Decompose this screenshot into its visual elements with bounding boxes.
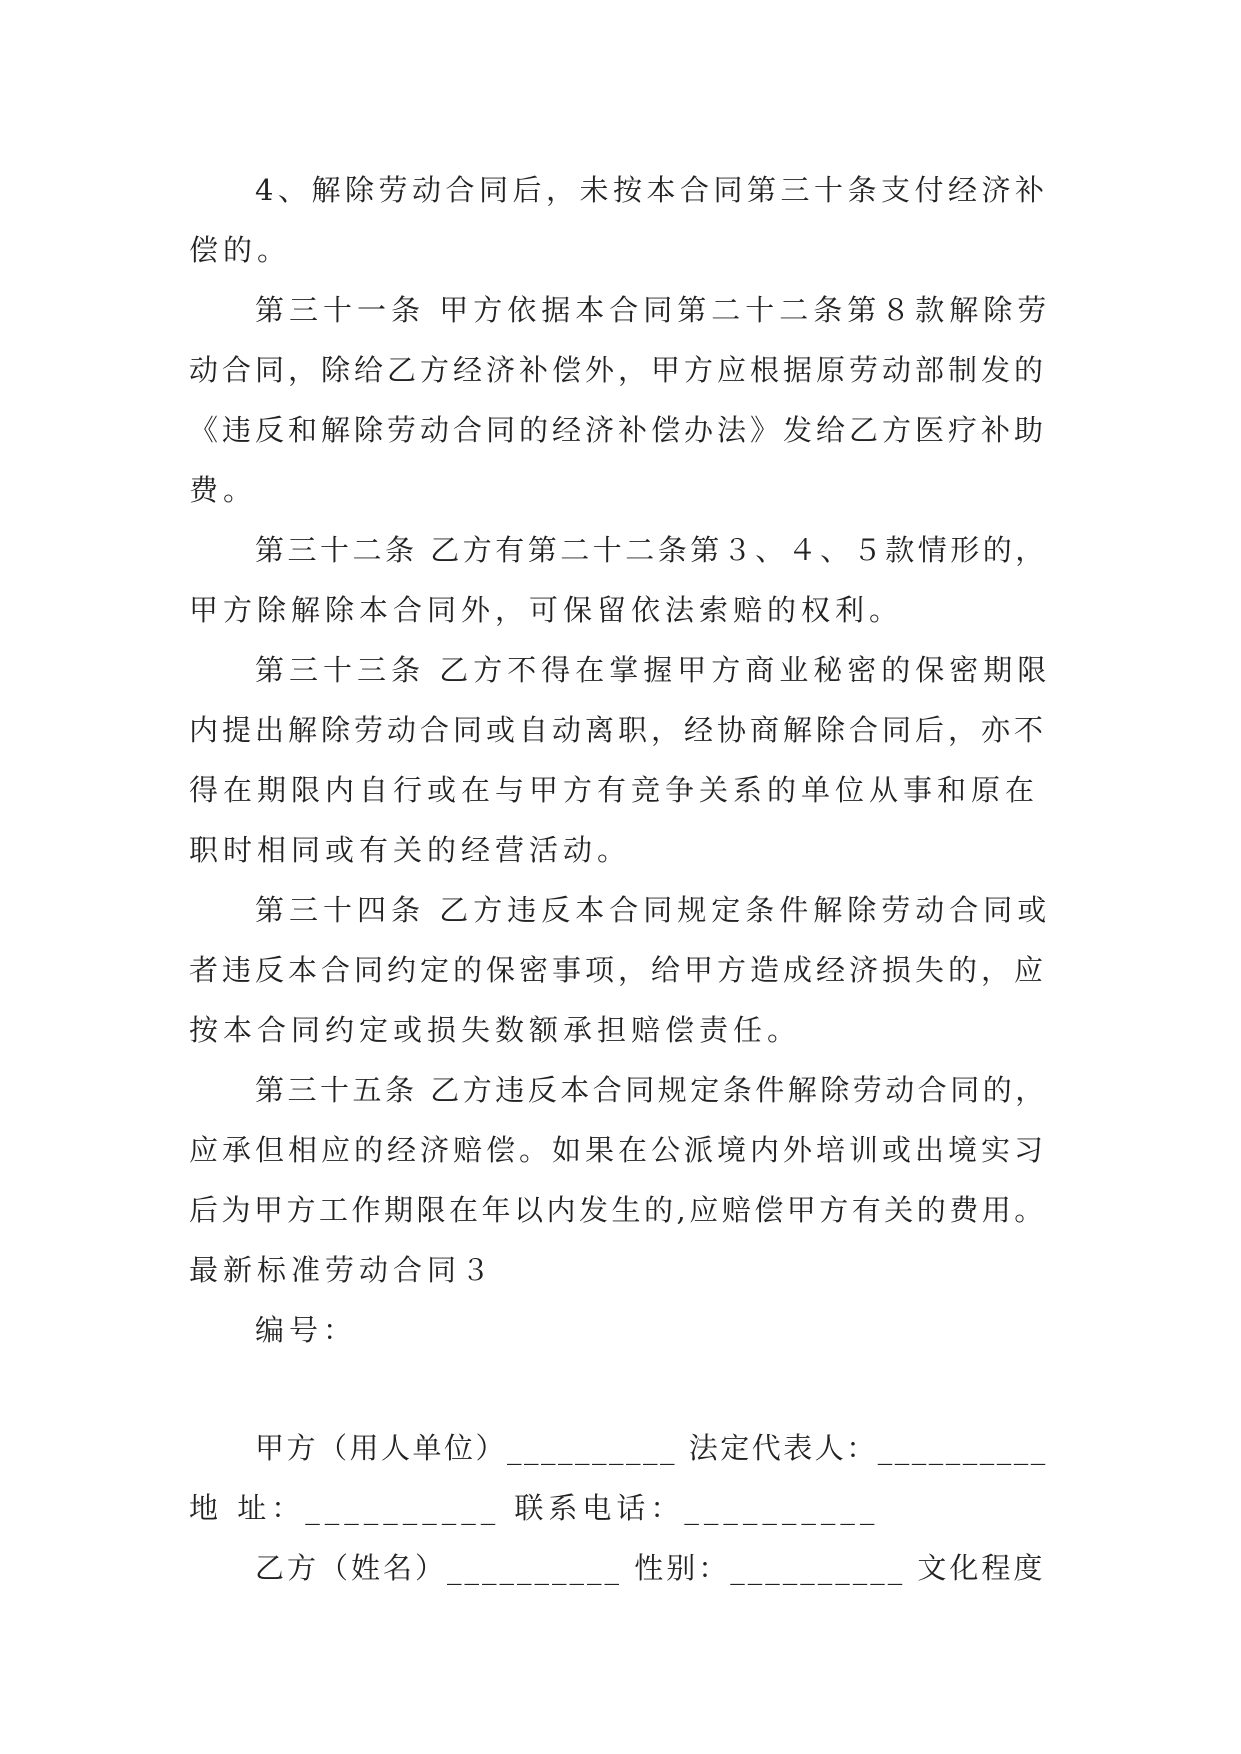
paragraph-line: 得在期限内自行或在与甲方有竞争关系的单位从事和原在 xyxy=(189,773,1040,807)
paragraph-line: 偿的。 xyxy=(189,233,292,267)
document-page xyxy=(189,160,1053,1598)
party-b-line: 乙方（姓名）__________ 性别：__________ 文化程度 xyxy=(255,1551,1046,1585)
paragraph-line: 后为甲方工作期限在年以内发生的,应赔偿甲方有关的费用。 xyxy=(189,1193,1047,1227)
party-a-line: 甲方（用人单位）__________ 法定代表人：__________ xyxy=(255,1431,1048,1465)
article-32-line: 第三十二条 乙方有第二十二条第３、４、５款情形的， xyxy=(255,533,1048,567)
address-phone-line: 地 址：__________ 联系电话：__________ xyxy=(189,1491,880,1525)
paragraph-line: 甲方除解除本合同外，可保留依法索赔的权利。 xyxy=(189,593,904,627)
article-33-line: 第三十三条 乙方不得在掌握甲方商业秘密的保密期限 xyxy=(255,653,1052,687)
article-35-line: 第三十五条 乙方违反本合同规定条件解除劳动合同的， xyxy=(255,1073,1048,1107)
paragraph-line: 职时相同或有关的经营活动。 xyxy=(189,833,632,867)
article-34-line: 第三十四条 乙方违反本合同规定条件解除劳动合同或 xyxy=(255,893,1052,927)
paragraph-line: 应承但相应的经济赔偿。如果在公派境内外培训或出境实习 xyxy=(189,1133,1048,1167)
section-title: 最新标准劳动合同３ xyxy=(189,1253,496,1287)
paragraph-line: 按本合同约定或损失数额承担赔偿责任。 xyxy=(189,1013,802,1047)
paragraph-line: 4、解除劳动合同后，未按本合同第三十条支付经济补 xyxy=(255,173,1049,207)
paragraph-line: 者违反本合同约定的保密事项，给甲方造成经济损失的，应 xyxy=(189,953,1048,987)
paragraph-line: 《违反和解除劳动合同的经济补偿办法》发给乙方医疗补助 xyxy=(189,413,1048,447)
paragraph-line: 费。 xyxy=(189,473,258,507)
paragraph-line: 内提出解除劳动合同或自动离职，经协商解除合同后，亦不 xyxy=(189,713,1048,747)
contract-number-label: 编号： xyxy=(255,1313,358,1347)
blank-line xyxy=(189,1360,1053,1418)
paragraph-line: 动合同，除给乙方经济补偿外，甲方应根据原劳动部制发的 xyxy=(189,353,1048,387)
article-31-line: 第三十一条 甲方依据本合同第二十二条第８款解除劳 xyxy=(255,293,1052,327)
